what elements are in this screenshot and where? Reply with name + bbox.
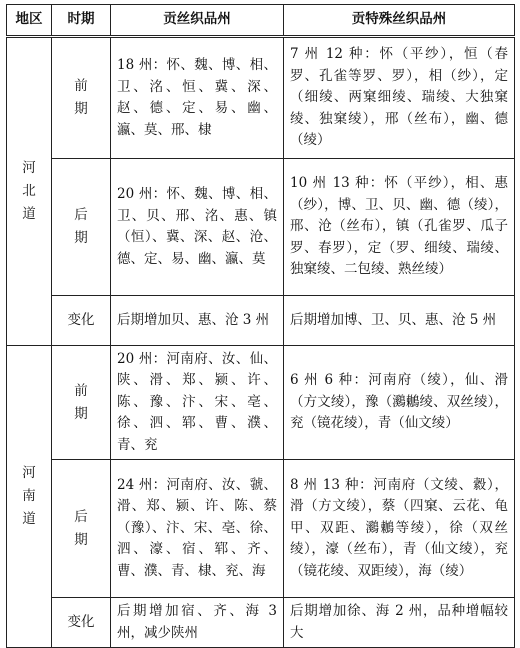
- prefectures-cell: 后期增加宿、齐、海 3 州，减少陕州: [111, 598, 284, 648]
- period-cell: [52, 159, 111, 296]
- table-row: [7, 346, 515, 460]
- prefectures-cell: 20 州：怀、魏、博、相、卫、贝、邢、洺、惠、镇（恒）、冀、深、赵、沧、德、定、易、幽、瀛、莫: [111, 159, 284, 296]
- region-name: 河北道: [22, 160, 36, 222]
- period-label: 后期: [74, 207, 88, 246]
- period-label: 后期: [74, 508, 88, 548]
- header-special-products: 贡特殊丝织品州: [284, 5, 515, 37]
- period-label: 前期: [74, 78, 88, 117]
- region-cell-hebei: [7, 37, 52, 346]
- header-period: 时期: [52, 5, 111, 37]
- special-products-cell: 6 州 6 种：河南府（绫），仙、滑（方文绫），豫（鸂鶒绫、双丝绫），兖（镜花绫），青（仙文绫）: [284, 346, 515, 460]
- period-cell: [52, 296, 111, 346]
- prefectures-cell: 18 州：怀、魏、博、相、卫、洺、恒、冀、深、赵、德、定、易、幽、瀛、莫、邢、棣: [111, 37, 284, 159]
- region-name: 河南道: [22, 465, 36, 527]
- table-row: [7, 460, 515, 598]
- prefectures-cell: 后期增加贝、惠、沧 3 州: [111, 296, 284, 346]
- period-cell: [52, 346, 111, 460]
- period-label: 变化: [67, 312, 95, 328]
- header-row: [7, 5, 515, 37]
- special-products-cell: 后期增加徐、海 2 州，品种增幅较大: [284, 598, 515, 648]
- table-row: [7, 598, 515, 648]
- table-row: [7, 159, 515, 296]
- header-tribute-prefectures: 贡丝织品州: [111, 5, 284, 37]
- period-cell: [52, 460, 111, 598]
- special-products-cell: 7 州 12 种：怀（平纱），恒（春罗、孔雀等罗、罗），相（纱），定（细绫、两窠细绫、瑞绫、大独窠绫、独窠绫），邢（丝布），幽、德（绫）: [284, 37, 515, 159]
- prefectures-cell: 20 州：河南府、汝、仙、陕、滑、郑、颍、许、陈、豫、汴、宋、亳、徐、泗、郓、曹、濮、青、兖: [111, 346, 284, 460]
- special-products-cell: 10 州 13 种：怀（平纱），相、惠（纱），博、卫、贝、幽、德（绫），邢、沧（丝布），镇（孔雀罗、瓜子罗、春罗），定（罗、细绫、瑞绫、独窠绫、二包绫、熟丝绫）: [284, 159, 515, 296]
- header-region: 地区: [7, 5, 52, 37]
- period-label: 前期: [74, 382, 88, 422]
- table-row: [7, 296, 515, 346]
- prefectures-cell: 24 州：河南府、汝、虢、滑、郑、颍、许、陈、蔡（豫）、汴、宋、亳、徐、泗、濠、宿、郓、齐、曹、濮、青、棣、兖、海: [111, 460, 284, 598]
- period-cell: [52, 598, 111, 648]
- period-cell: [52, 37, 111, 159]
- silk-tribute-table: [6, 4, 515, 648]
- period-label: 变化: [67, 614, 95, 630]
- special-products-cell: 后期增加博、卫、贝、惠、沧 5 州: [284, 296, 515, 346]
- region-cell-henan: [7, 346, 52, 648]
- table-row: [7, 37, 515, 159]
- special-products-cell: 8 州 13 种：河南府（文绫、縠），滑（方文绫），蔡（四窠、云花、龟甲、双距、鸂鶒等绫），徐（双丝绫），濠（丝布），青（仙文绫），兖（镜花绫、双距绫），海（绫）: [284, 460, 515, 598]
